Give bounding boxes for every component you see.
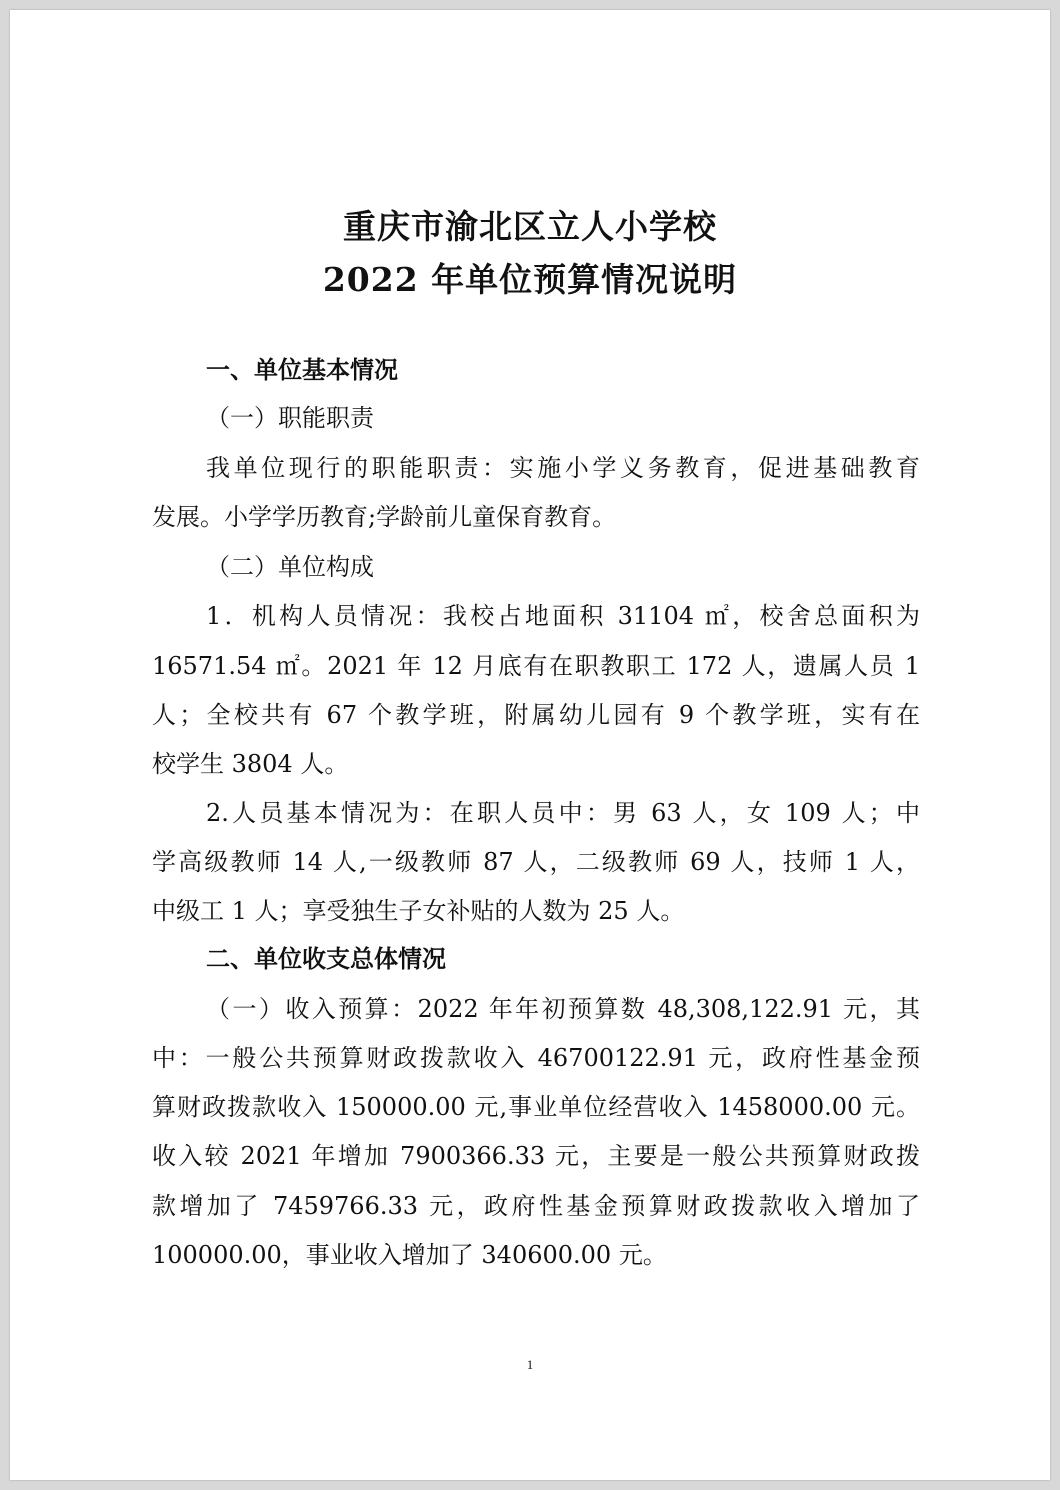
document-page [10,10,1050,1480]
paragraph-line: 校学生 3804 人。 [152,750,349,778]
section-heading-1: 一、单位基本情况 [206,356,398,384]
paragraph-line: 中：一般公共预算财政拨款收入 46700122.91 元，政府性基金预 [152,1044,920,1072]
paragraph-line: （一）收入预算：2022 年年初预算数 48,308,122.91 元，其 [206,995,920,1023]
paragraph-line: 1．机构人员情况：我校占地面积 31104 ㎡，校舍总面积为 [206,602,920,630]
paragraph-line: 算财政拨款收入 150000.00 元,事业单位经营收入 1458000.00 元。 [152,1093,920,1121]
paragraph-line: 收入较 2021 年增加 7900366.33 元，主要是一般公共预算财政拨 [152,1142,920,1170]
doc-title-line2: 2022 年单位预算情况说明 [322,260,738,299]
paragraph-line: 学高级教师 14 人,一级教师 87 人，二级教师 69 人，技师 1 人， [152,848,920,876]
section-heading-2: 二、单位收支总体情况 [206,945,446,973]
subsection-heading: （二）单位构成 [206,553,374,581]
paragraph-line: 款增加了 7459766.33 元，政府性基金预算财政拨款收入增加了 [152,1192,920,1220]
paragraph-line: 我单位现行的职能职责：实施小学义务教育，促进基础教育 [206,454,920,482]
paragraph-line: 中级工 1 人；享受独生子女补贴的人数为 25 人。 [152,897,685,925]
subsection-heading: （一）职能职责 [206,404,374,432]
paragraph-line: 人；全校共有 67 个教学班，附属幼儿园有 9 个教学班，实有在 [152,701,920,729]
paragraph-line: 100000.00，事业收入增加了 340600.00 元。 [152,1241,667,1269]
page-number: 1 [526,1357,534,1372]
paragraph-line: 2.人员基本情况为：在职人员中：男 63 人，女 109 人；中 [206,799,920,827]
doc-title-line1: 重庆市渝北区立人小学校 [343,207,717,246]
paragraph-line: 发展。小学学历教育;学龄前儿童保育教育。 [152,503,617,531]
paragraph-line: 16571.54 ㎡。2021 年 12 月底有在职教职工 172 人，遗属人员 1 [152,652,920,680]
